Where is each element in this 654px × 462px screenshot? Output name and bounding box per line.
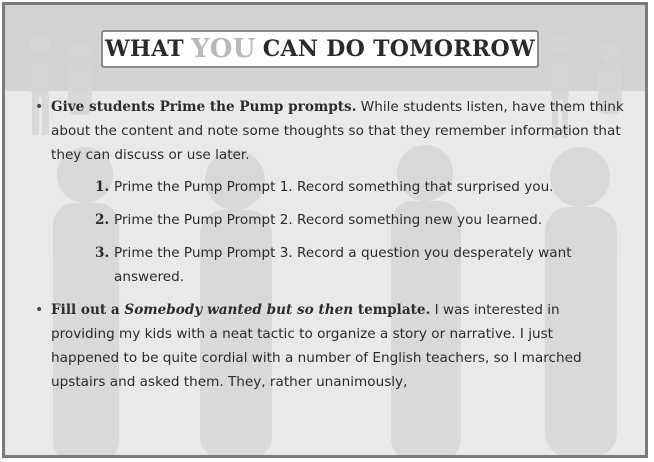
bullet-lead: Give students Prime the Pump prompts. bbox=[51, 99, 357, 115]
list-item bbox=[95, 241, 625, 289]
list-item bbox=[95, 175, 625, 199]
tip-box bbox=[2, 2, 648, 458]
step-text: Prime the Pump Prompt 1. Record something that surprised you. bbox=[114, 179, 554, 195]
bullet-dot-icon: • bbox=[35, 302, 44, 318]
step-number: 1. bbox=[95, 179, 110, 195]
step-number: 2. bbox=[95, 212, 110, 228]
title-text-what: WHAT bbox=[105, 36, 184, 62]
numbered-step-list bbox=[25, 175, 625, 289]
section-title bbox=[101, 30, 539, 68]
bullet-item-prime-the-pump bbox=[25, 95, 625, 167]
bullet-item-somebody-wanted bbox=[25, 298, 625, 394]
title-text-you: YOU bbox=[190, 34, 256, 64]
step-text: Prime the Pump Prompt 2. Record something new you learned. bbox=[114, 212, 543, 228]
bullet-dot-icon: • bbox=[35, 99, 44, 115]
step-text: Prime the Pump Prompt 3. Record a question you desperately want answered. bbox=[114, 245, 572, 285]
bullet-lead-end: template. bbox=[353, 302, 431, 318]
bullet-lead bbox=[51, 302, 430, 318]
step-number: 3. bbox=[95, 245, 110, 261]
tip-content bbox=[25, 95, 625, 394]
bullet-lead-emphasis: Somebody wanted but so then bbox=[124, 302, 354, 318]
list-item bbox=[95, 208, 625, 232]
bullet-lead-start: Fill out a bbox=[51, 302, 125, 318]
bullet-text: I was interested in providing my kids with a neat tactic to organize a story or narrative. I just happened to be quite cordial with a number of English teachers, so I marched upstairs and asked them. They, rather unanimously, bbox=[51, 302, 582, 390]
bullet-text: While students listen, have them think about the content and note some thoughts so that they remember information that they can discuss or use later. bbox=[51, 99, 624, 163]
title-text-rest: CAN DO TOMORROW bbox=[262, 36, 535, 62]
